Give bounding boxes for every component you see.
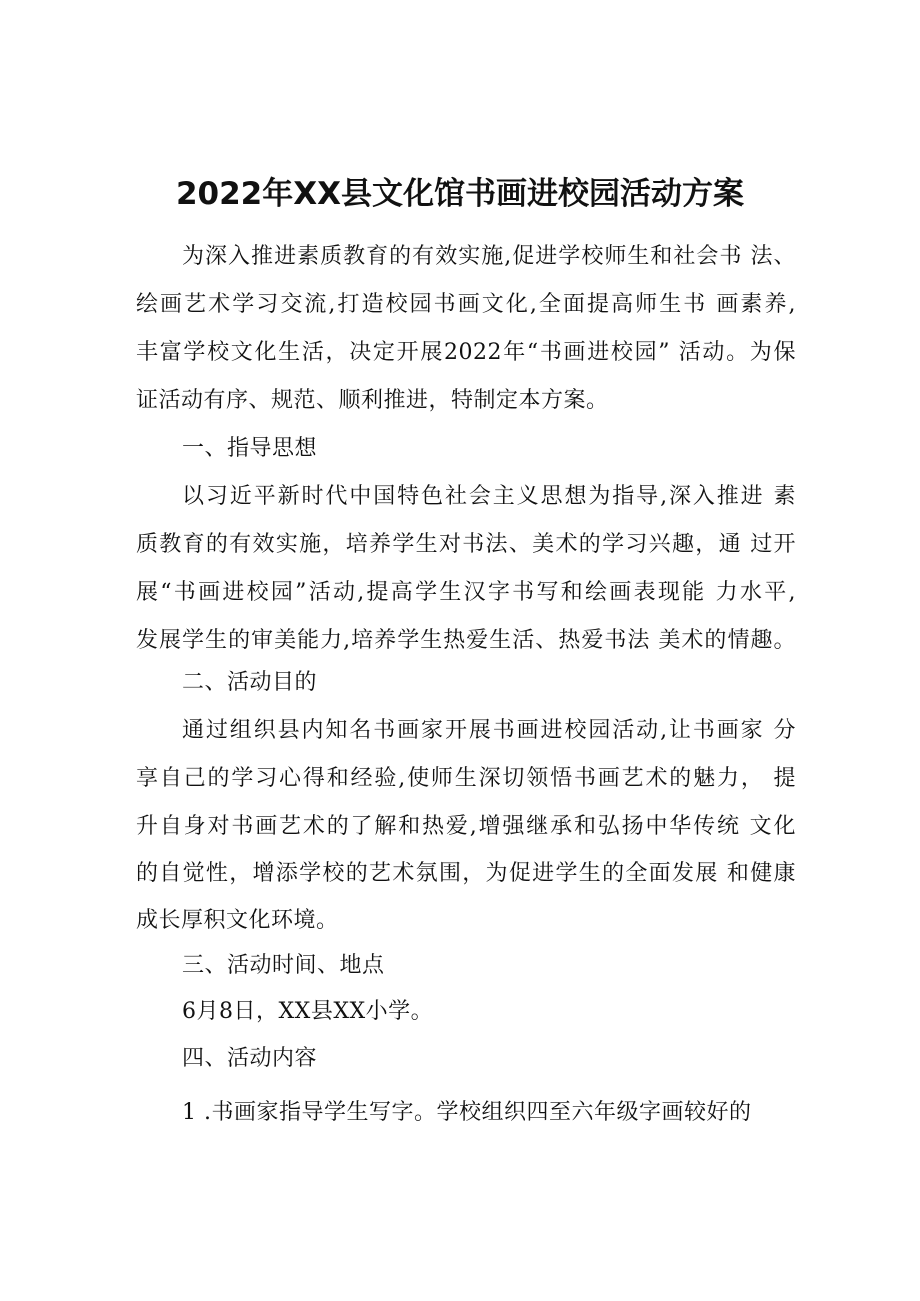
paragraph-line: 的自觉性，增添学校的艺术氛围，为促进学生的全面发展 和健康	[136, 861, 796, 886]
paragraph-line: 发展学生的审美能力,培养学生热爱生活、热爱书法 美术的情趣。	[136, 628, 796, 653]
paragraph-line: 通过组织县内知名书画家开展书画进校园活动,让书画家 分	[182, 718, 796, 743]
paragraph-line: 丰富学校文化生活，决定开展2022年“书画进校园” 活动。为保	[136, 340, 796, 365]
paragraph-line: 以习近平新时代中国特色社会主义思想为指导,深入推进 素	[182, 484, 796, 509]
section-heading: 二、活动目的	[182, 670, 318, 695]
paragraph-line: 证活动有序、规范、顺利推进，特制定本方案。	[136, 388, 609, 413]
paragraph-line: 1 .书画家指导学生写字。学校组织四至六年级字画较好的	[182, 1100, 752, 1125]
paragraph-line: 绘画艺术学习交流,打造校园书画文化,全面提高师生书 画素养,	[136, 292, 796, 317]
paragraph-line: 为深入推进素质教育的有效实施,促进学校师生和社会书 法、	[182, 244, 796, 269]
document-title: 2022年XX县文化馆书画进校园活动方案	[175, 176, 745, 212]
paragraph-line: 升自身对书画艺术的了解和热爱,增强继承和弘扬中华传统 文化	[136, 814, 796, 839]
paragraph-line: 质教育的有效实施，培养学生对书法、美术的学习兴趣，通 过开	[136, 532, 796, 557]
paragraph-line: 6月8日，XX县XX小学。	[182, 999, 434, 1024]
section-heading: 四、活动内容	[182, 1046, 318, 1071]
section-heading: 一、指导思想	[182, 436, 318, 461]
paragraph-line: 享自己的学习心得和经验,使师生深切领悟书画艺术的魅力， 提	[136, 766, 796, 791]
paragraph-line: 成长厚积文化环境。	[136, 908, 339, 933]
paragraph-line: 展“书画进校园”活动,提高学生汉字书写和绘画表现能 力水平,	[136, 580, 796, 605]
section-heading: 三、活动时间、地点	[182, 953, 385, 978]
